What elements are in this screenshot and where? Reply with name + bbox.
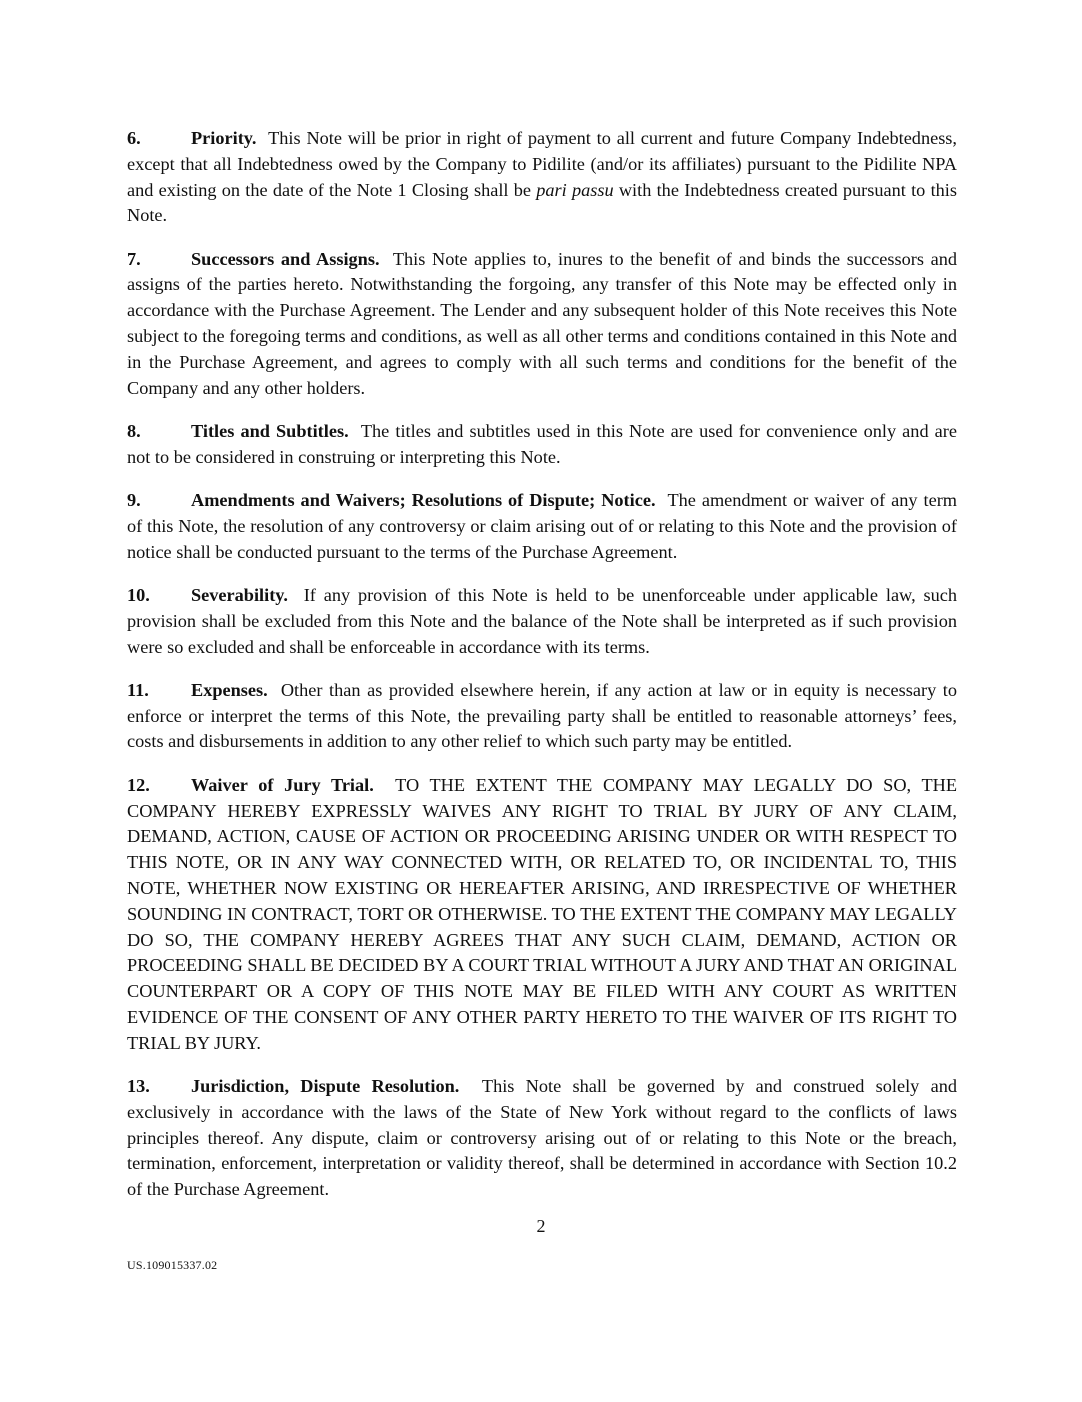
document-body (127, 126, 957, 1220)
document-id: US.109015337.02 (127, 1258, 218, 1272)
section-emphasis: pari passu (536, 179, 614, 200)
section-10 (127, 583, 957, 660)
section-number: 12. (127, 774, 150, 795)
section-text: The titles and subtitles used in this Note are used for convenience only and are not to be considered in construing or interpreting this Note. (127, 420, 957, 467)
section-text: If any provision of this Note is held to be unenforceable under applicable law, such provision shall be excluded from this Note and the balance of the Note shall be interpreted as if such provision were so excluded and shall be enforceable in accordance with its terms. (127, 584, 957, 657)
section-8 (127, 419, 957, 471)
section-heading: Jurisdiction, Dispute Resolution. (191, 1076, 460, 1096)
section-text: TO THE EXTENT THE COMPANY MAY LEGALLY DO SO, THE COMPANY HEREBY EXPRESSLY WAIVES ANY RIGHT TO TRIAL BY JURY OF ANY CLAIM, DEMAND, ACTION, CAUSE OF ACTION OR PROCEEDING ARISING UNDER OR WITH RESPECT TO THIS NOTE, OR IN ANY WAY CONNECTED WITH, OR RELATED TO, OR INCIDENTAL TO, THIS NOTE, WHETHER NOW EXISTING OR HEREAFTER ARISING, AND IRRESPECTIVE OF WHETHER SOUNDING IN CONTRACT, TORT OR OTHERWISE. TO THE EXTENT THE COMPANY MAY LEGALLY DO SO, THE COMPANY HEREBY AGREES THAT ANY SUCH CLAIM, DEMAND, ACTION OR PROCEEDING SHALL BE DECIDED BY A COURT TRIAL WITHOUT A JURY AND THAT AN ORIGINAL COUNTERPART OR A COPY OF THIS NOTE MAY BE FILED WITH ANY COURT AS WRITTEN EVIDENCE OF THE CONSENT OF ANY OTHER PARTY HERETO TO THE WAIVER OF ITS RIGHT TO TRIAL BY JURY. (127, 774, 957, 1053)
section-heading: Priority. (191, 128, 257, 148)
section-9 (127, 488, 957, 565)
section-text: This Note shall be governed by and construed solely and exclusively in accordance with the laws of the State of New York without regard to the conflicts of laws principles thereof. Any dispute, claim or controversy arising out of or relating to this Note or the breach, termination, enforcement, interpretation or validity thereof, shall be determined in accordance with Section 10.2 of the Purchase Agreement. (127, 1076, 957, 1200)
section-number: 6. (127, 128, 141, 148)
section-number: 9. (127, 490, 141, 511)
section-13 (127, 1074, 957, 1203)
section-text: Other than as provided elsewhere herein, if any action at law or in equity is necessary to enforce or interpret the terms of this Note, the prevailing party shall be entitled to reasonable attorneys’ fees, costs and disbursements in addition to any other relief to which such party may be entitled. (127, 679, 957, 752)
section-heading: Expenses. (191, 679, 268, 700)
section-number: 13. (127, 1076, 150, 1096)
section-number: 8. (127, 420, 141, 441)
section-heading: Successors and Assigns. (191, 248, 380, 269)
section-heading: Amendments and Waivers; Resolutions of Dispute; Notice. (191, 490, 656, 511)
section-heading: Severability. (191, 584, 288, 605)
section-11 (127, 678, 957, 755)
section-7 (127, 247, 957, 402)
section-text: The amendment or waiver of any term of this Note, the resolution of any controversy or claim arising out of or relating to this Note and the provision of notice shall be conducted pursuant to the terms of the Purchase Agreement. (127, 490, 958, 562)
section-text: This Note will be prior in right of payment to all current and future Company Indebtedness, except that all Indebtedness owed by the Company to Pidilite (and/or its affiliates) pursuant to the Pidilite NPA and existing on the date of the Note 1 Closing shall be (127, 128, 957, 200)
section-number: 10. (127, 584, 150, 605)
section-heading: Waiver of Jury Trial. (191, 774, 374, 795)
section-number: 11. (127, 679, 149, 700)
section-heading: Titles and Subtitles. (191, 420, 349, 441)
page-number: 2 (536, 1216, 546, 1236)
section-number: 7. (127, 248, 141, 269)
section-6 (127, 126, 957, 229)
section-12 (127, 773, 957, 1057)
section-text: This Note applies to, inures to the benefit of and binds the successors and assigns of the parties hereto. Notwithstanding the forgoing, any transfer of this Note may be effected only in accordance with the Purchase Agreement. The Lender and any subsequent holder of this Note receives this Note subject to the foregoing terms and conditions, as well as all other terms and conditions contained in this Note and in the Purchase Agreement, and agrees to comply with all such terms and conditions for the benefit of the Company and any other holders. (127, 248, 957, 398)
section-text-continued: with the Indebtedness created pursuant to this Note. (127, 179, 957, 226)
